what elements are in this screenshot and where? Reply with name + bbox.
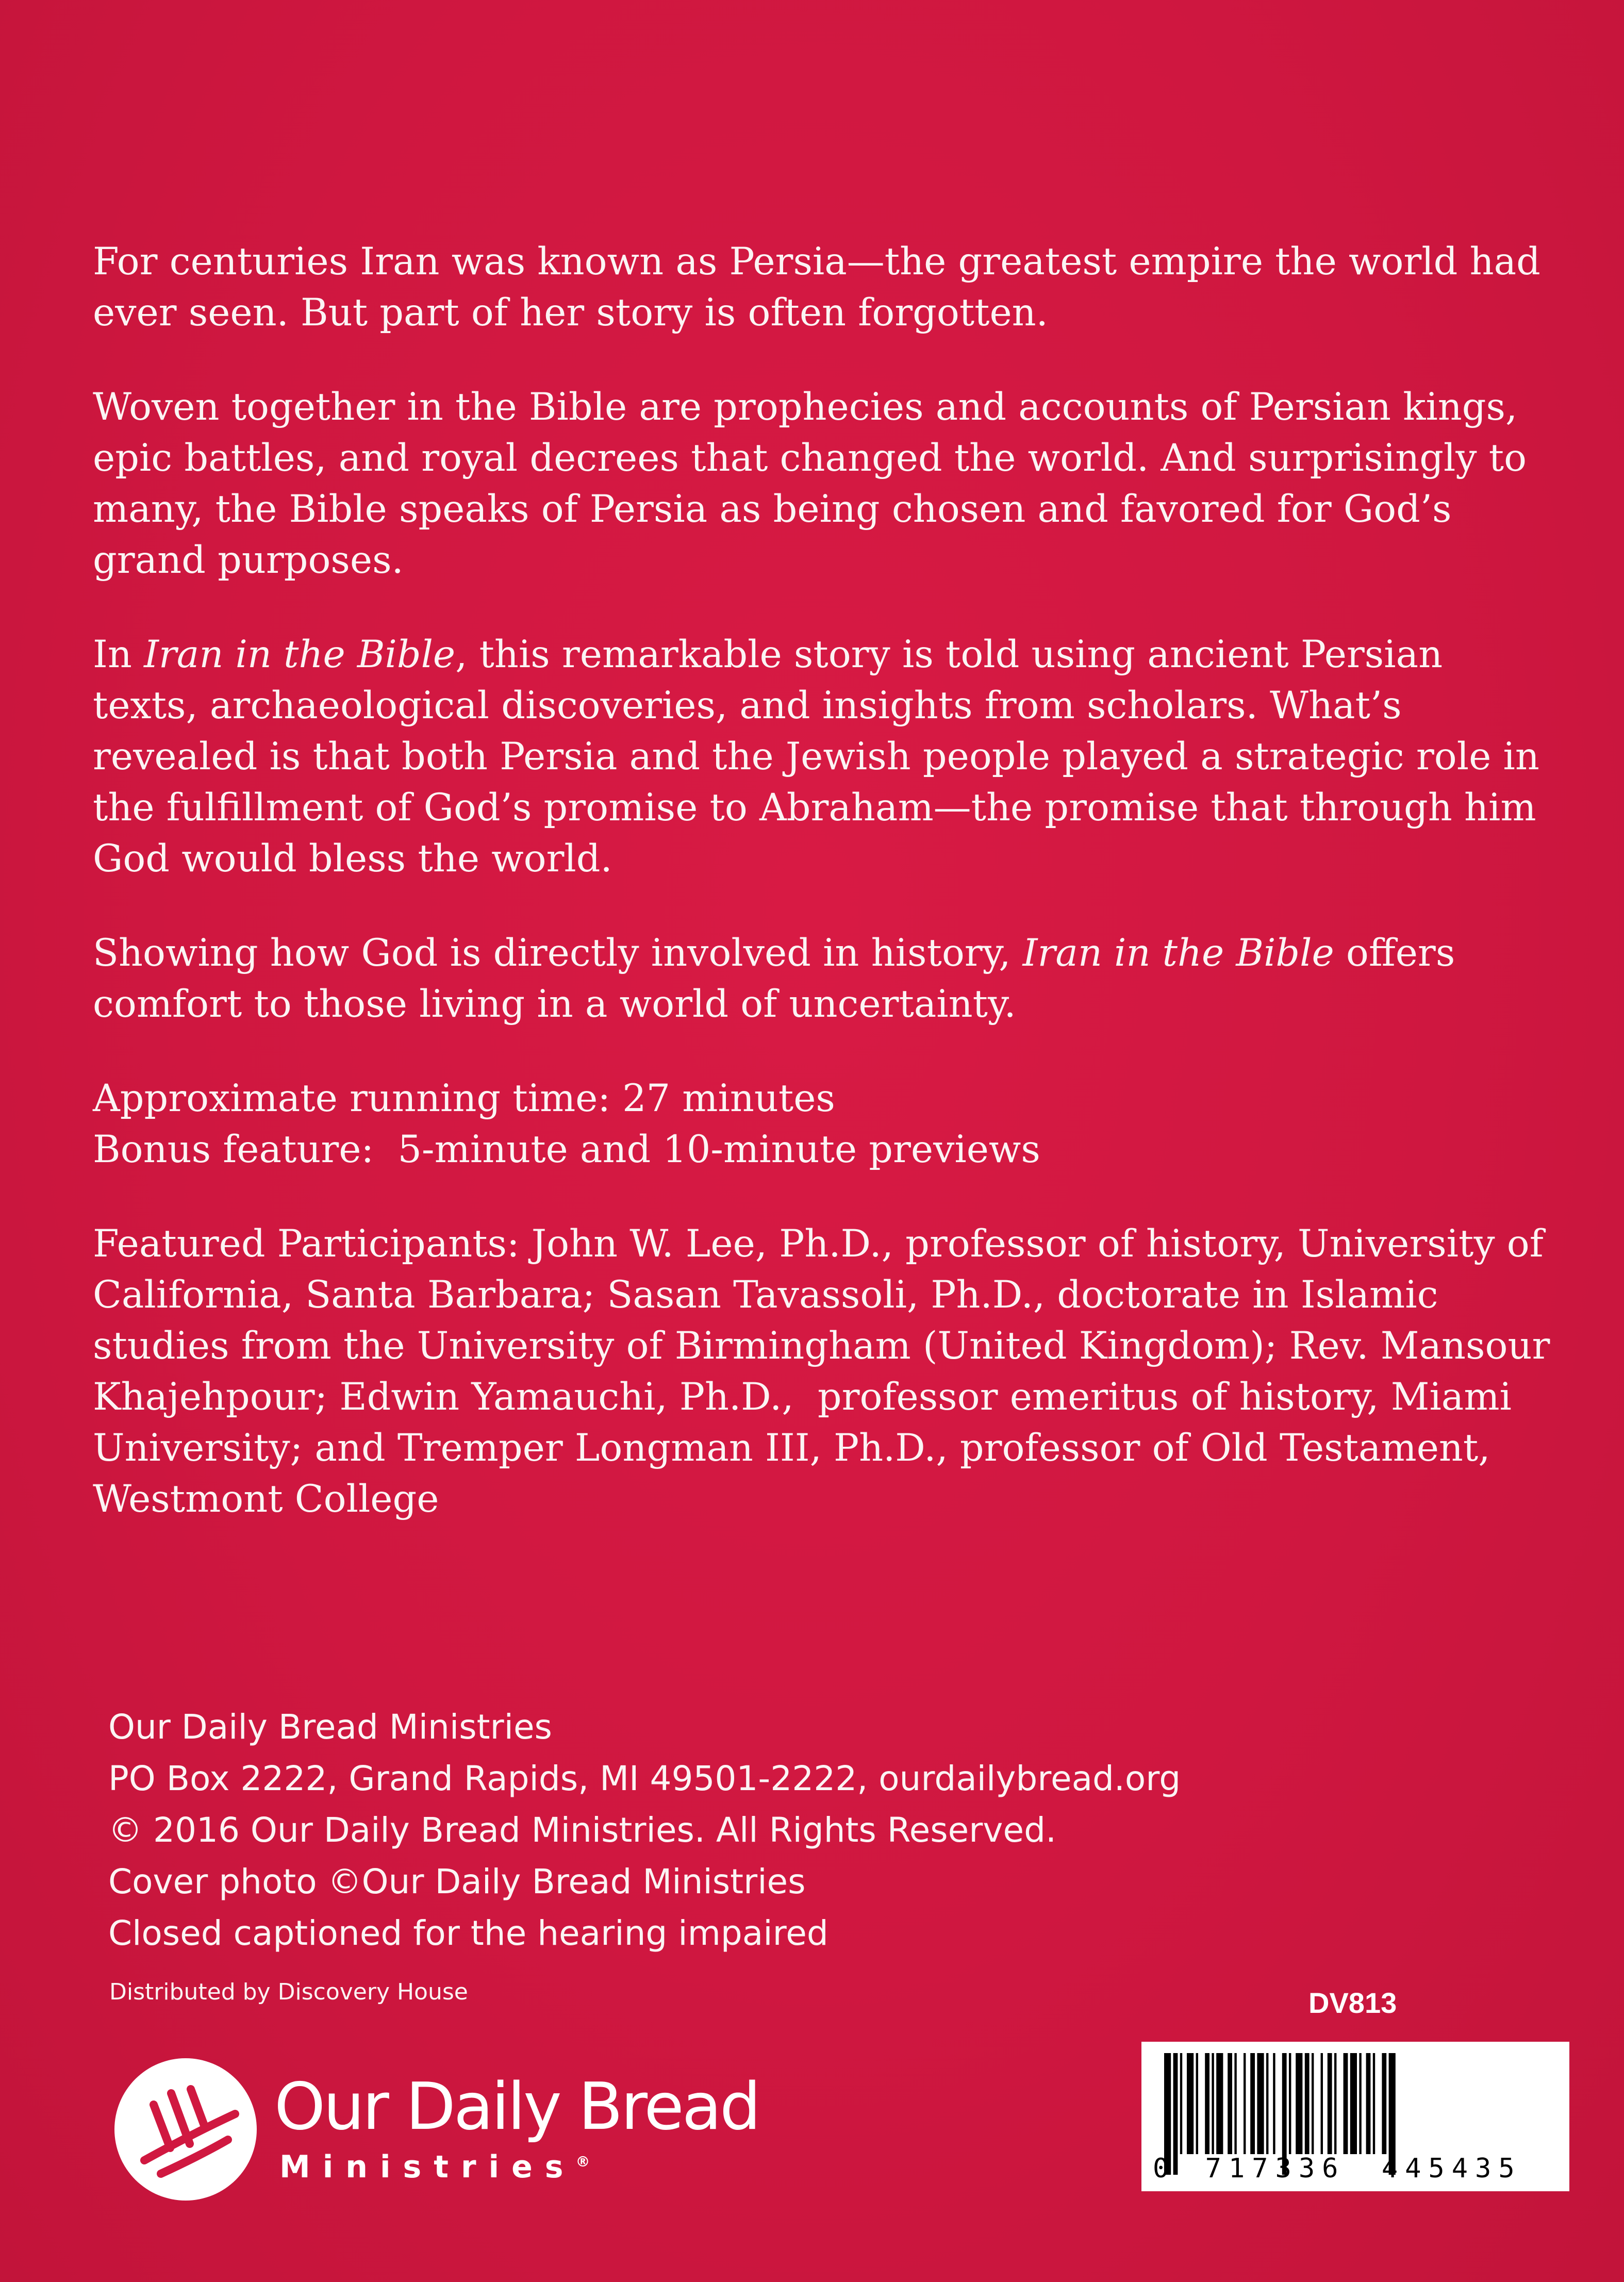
barcode-number xyxy=(1141,2153,1569,2184)
logo-subtitle-text: Ministries xyxy=(279,2149,576,2185)
description-paragraph-1: For centuries Iran was known as Persia—the greatest empire the world had ever seen. But part of her story is often forgotten. xyxy=(93,240,1540,335)
logo-subtitle xyxy=(279,2149,590,2185)
bread-ministries-logo-icon xyxy=(113,2057,258,2202)
publisher-credits xyxy=(108,1701,1346,1959)
barcode-bar xyxy=(1216,2053,1223,2154)
description-paragraph-2: Woven together in the Bible are prophecies and accounts of Persian kings, epic battles, and royal decrees that changed the world. And surprisingly to many, the Bible speaks of Persia as being chosen and favored for God’s grand purposes. xyxy=(93,385,1527,582)
copyright-notice: © 2016 Our Daily Bread Ministries. All Rights Reserved. xyxy=(108,1810,1056,1850)
runtime-info xyxy=(93,1073,1557,1175)
barcode-bar xyxy=(1350,2053,1357,2154)
distributor-line: Distributed by Discovery House xyxy=(109,1979,468,2005)
barcode-bar xyxy=(1187,2053,1194,2154)
barcode-group-1: 717336 xyxy=(1205,2153,1346,2184)
barcode-bar xyxy=(1305,2053,1310,2154)
logo-wordmark: Our Daily Bread xyxy=(274,2069,759,2144)
closed-caption-notice: Closed captioned for the hearing impaired xyxy=(108,1913,828,1953)
paragraph-4-body: offers comfort to those living in a world of uncertainty. xyxy=(93,931,1455,1026)
registered-mark: ® xyxy=(575,2153,590,2170)
barcode-bar xyxy=(1257,2053,1264,2154)
barcode-bar xyxy=(1289,2053,1291,2154)
barcode-bar xyxy=(1382,2053,1386,2154)
running-time: Approximate running time: 27 minutes xyxy=(93,1077,835,1120)
barcode-bar xyxy=(1321,2053,1323,2154)
barcode-bar xyxy=(1212,2053,1214,2154)
barcode-bar xyxy=(1196,2053,1198,2154)
barcode-bar xyxy=(1205,2053,1209,2154)
barcode-bar xyxy=(1328,2053,1332,2154)
barcode-bar xyxy=(1250,2053,1255,2154)
description-paragraph-3 xyxy=(93,629,1557,884)
description-paragraph-4 xyxy=(93,928,1557,1030)
paragraph-3-body: , this remarkable story is told using ancient Persian texts, archaeological discoveries, and insights from scholars. What’s revealed is that both Persia and the Jewish people played a strategic role in the fulfillment of God’s promise to Abraham—the promise that through him God would bless the world. xyxy=(93,633,1539,881)
barcode-bar xyxy=(1273,2053,1275,2154)
barcode-bar xyxy=(1334,2053,1336,2154)
publisher-address: PO Box 2222, Grand Rapids, MI 49501-2222, ourdailybread.org xyxy=(108,1759,1181,1798)
barcode-lead-digit: 0 xyxy=(1153,2153,1169,2184)
product-code: DV813 xyxy=(1308,1987,1397,2019)
barcode xyxy=(1141,2042,1569,2191)
barcode-bar xyxy=(1366,2053,1371,2154)
barcode-bar xyxy=(1244,2053,1246,2154)
cover-photo-credit: Cover photo ©Our Daily Bread Ministries xyxy=(108,1862,806,1901)
barcode-bar xyxy=(1373,2053,1375,2154)
barcode-bar xyxy=(1180,2053,1182,2154)
film-title-italic: Iran in the Bible xyxy=(1022,931,1334,975)
barcode-bar xyxy=(1344,2053,1348,2154)
publisher-logo xyxy=(113,2057,759,2202)
barcode-bar xyxy=(1359,2053,1361,2154)
bonus-feature: Bonus feature: 5-minute and 10-minute previews xyxy=(93,1128,1040,1171)
barcode-bar xyxy=(1234,2053,1236,2154)
featured-participants: Featured Participants: John W. Lee, Ph.D., professor of history, University of California, Santa Barbara; Sasan Tavassoli, Ph.D., doctorate in Islamic studies from the University of Birmingham (United Kingdom); Rev. Mansour Khajehpour; Edwin Yamauchi, Ph.D., professor emeritus of history, Miami University; and Tremper Longman III, Ph.D., professor of Old Testament, Westmont College xyxy=(93,1222,1550,1521)
barcode-bar xyxy=(1312,2053,1314,2154)
barcode-bar xyxy=(1266,2053,1268,2154)
barcode-bar xyxy=(1296,2053,1302,2154)
paragraph-3-intro: In xyxy=(93,633,144,676)
barcode-bar xyxy=(1228,2053,1232,2154)
publisher-name: Our Daily Bread Ministries xyxy=(108,1707,552,1747)
film-title-italic: Iran in the Bible xyxy=(144,633,456,676)
barcode-group-2: 445435 xyxy=(1381,2153,1522,2184)
description-block xyxy=(93,236,1557,1568)
paragraph-4-intro: Showing how God is directly involved in history, xyxy=(93,931,1023,975)
